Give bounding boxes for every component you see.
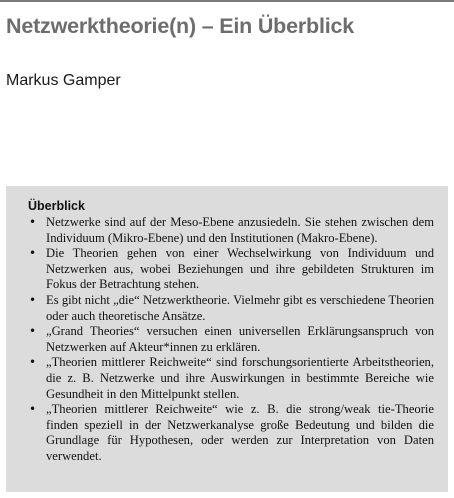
chapter-title: Netzwerktheorie(n) – Ein Überblick	[6, 14, 355, 38]
list-item-text: „Theorien mittlerer Reichweite“ sind forschungsorientierte Arbeitstheorien, die z. B. Netzwerke und ihre Auswirkungen in bestimmte Bereiche wie Gesundheit in den Mittelpunkt stellen.	[46, 355, 434, 401]
list-item-text: „Grand Theories“ versuchen einen universellen Erklärungsanspruch von Netzwerken auf Akteur*innen zu erklären.	[46, 324, 434, 354]
author-name: Markus Gamper	[6, 72, 121, 89]
list-item-text: Netzwerke sind auf der Meso-Ebene anzusiedeln. Sie stehen zwischen dem Individuum (Mikro-Ebene) und den Institutionen (Makro-Ebene).	[46, 215, 434, 245]
top-rule	[0, 0, 454, 2]
list-item	[28, 402, 434, 464]
overview-list	[28, 215, 434, 465]
list-item-text: Die Theorien gehen von einer Wechselwirkung von Individuum und Netzwerken aus, wobei Beziehungen und ihre gebildeten Strukturen im Fokus der Betrachtung stehen.	[46, 246, 434, 292]
bullet-icon: •	[29, 355, 37, 370]
bullet-icon: •	[29, 292, 37, 307]
bullet-icon: •	[29, 246, 37, 261]
bullet-icon: •	[29, 324, 37, 339]
list-item	[28, 246, 434, 293]
list-item	[28, 293, 434, 324]
bullet-icon: •	[29, 402, 37, 417]
list-item-text: „Theorien mittlerer Reichweite“ wie z. B. die strong/weak tie-Theorie finden speziell in der Netzwerkanalyse große Bedeutung und bilden die Grundlage für Hypothesen, oder werden zur Interpretation von Daten verwendet.	[46, 402, 434, 463]
list-item	[28, 324, 434, 355]
overview-heading: Überblick	[28, 199, 85, 213]
list-item	[28, 215, 434, 246]
list-item	[28, 355, 434, 402]
bullet-icon: •	[29, 215, 37, 229]
list-item-text: Es gibt nicht „die“ Netzwerktheorie. Vielmehr gibt es verschiedene Theorien oder auch theoretische Ansätze.	[46, 292, 434, 323]
overview-box	[6, 186, 448, 492]
